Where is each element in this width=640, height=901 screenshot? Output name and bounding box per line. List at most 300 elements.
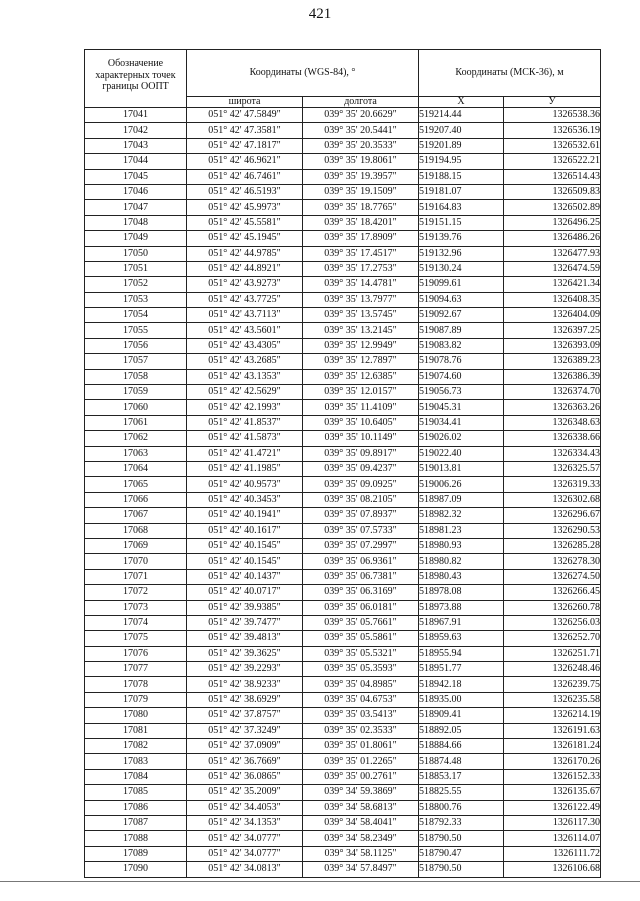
- x-coordinate-cell: 519181.07: [419, 184, 504, 199]
- point-id-cell: 17070: [85, 554, 187, 569]
- longitude-cell: 039° 35' 17.8909": [303, 231, 419, 246]
- y-coordinate-cell: 1326319.33: [504, 477, 601, 492]
- x-coordinate-cell: 518874.48: [419, 754, 504, 769]
- latitude-cell: 051° 42' 41.4721": [187, 446, 303, 461]
- point-id-cell: 17077: [85, 662, 187, 677]
- y-coordinate-cell: 1326477.93: [504, 246, 601, 261]
- x-coordinate-cell: 518959.63: [419, 631, 504, 646]
- point-id-cell: 17082: [85, 739, 187, 754]
- x-coordinate-cell: 519188.15: [419, 169, 504, 184]
- y-coordinate-cell: 1326474.59: [504, 261, 601, 276]
- latitude-cell: 051° 42' 40.0717": [187, 585, 303, 600]
- latitude-cell: 051° 42' 45.9973": [187, 200, 303, 215]
- latitude-cell: 051° 42' 45.5581": [187, 215, 303, 230]
- table-row: [85, 831, 601, 846]
- table-row: [85, 184, 601, 199]
- x-coordinate-cell: 518853.17: [419, 769, 504, 784]
- y-coordinate-cell: 1326496.25: [504, 215, 601, 230]
- y-coordinate-cell: 1326266.45: [504, 585, 601, 600]
- table-row: [85, 846, 601, 861]
- longitude-cell: 039° 34' 58.2349": [303, 831, 419, 846]
- x-coordinate-cell: 519087.89: [419, 323, 504, 338]
- x-coordinate-cell: 518792.33: [419, 815, 504, 830]
- latitude-cell: 051° 42' 41.1985": [187, 461, 303, 476]
- table-row: [85, 800, 601, 815]
- point-id-cell: 17062: [85, 431, 187, 446]
- point-id-cell: 17065: [85, 477, 187, 492]
- table-row: [85, 754, 601, 769]
- latitude-cell: 051° 42' 46.7461": [187, 169, 303, 184]
- x-coordinate-cell: 519130.24: [419, 261, 504, 276]
- latitude-cell: 051° 42' 39.3625": [187, 646, 303, 661]
- table-row: [85, 677, 601, 692]
- y-coordinate-cell: 1326374.70: [504, 385, 601, 400]
- x-coordinate-cell: 518951.77: [419, 662, 504, 677]
- table-row: [85, 508, 601, 523]
- point-id-cell: 17069: [85, 538, 187, 553]
- point-id-cell: 17041: [85, 108, 187, 123]
- x-coordinate-cell: 518884.66: [419, 739, 504, 754]
- header-wgs84: Координаты (WGS-84), °: [187, 50, 419, 97]
- y-coordinate-cell: 1326522.21: [504, 154, 601, 169]
- point-id-cell: 17053: [85, 292, 187, 307]
- x-coordinate-cell: 519056.73: [419, 385, 504, 400]
- header-y: У: [504, 97, 601, 108]
- x-coordinate-cell: 518978.08: [419, 585, 504, 600]
- y-coordinate-cell: 1326274.50: [504, 569, 601, 584]
- table-row: [85, 338, 601, 353]
- y-coordinate-cell: 1326251.71: [504, 646, 601, 661]
- longitude-cell: 039° 35' 04.6753": [303, 692, 419, 707]
- y-coordinate-cell: 1326536.19: [504, 123, 601, 138]
- x-coordinate-cell: 518935.00: [419, 692, 504, 707]
- x-coordinate-cell: 518980.82: [419, 554, 504, 569]
- latitude-cell: 051° 42' 34.1353": [187, 815, 303, 830]
- longitude-cell: 039° 35' 06.7381": [303, 569, 419, 584]
- table-row: [85, 277, 601, 292]
- latitude-cell: 051° 42' 40.9573": [187, 477, 303, 492]
- longitude-cell: 039° 35' 00.2761": [303, 769, 419, 784]
- longitude-cell: 039° 35' 17.4517": [303, 246, 419, 261]
- y-coordinate-cell: 1326502.89: [504, 200, 601, 215]
- point-id-cell: 17047: [85, 200, 187, 215]
- y-coordinate-cell: 1326278.30: [504, 554, 601, 569]
- x-coordinate-cell: 518973.88: [419, 600, 504, 615]
- longitude-cell: 039° 35' 19.8061": [303, 154, 419, 169]
- x-coordinate-cell: 519201.89: [419, 138, 504, 153]
- y-coordinate-cell: 1326514.43: [504, 169, 601, 184]
- table-row: [85, 154, 601, 169]
- table-row: [85, 554, 601, 569]
- latitude-cell: 051° 42' 38.6929": [187, 692, 303, 707]
- table-row: [85, 323, 601, 338]
- latitude-cell: 051° 42' 35.2009": [187, 785, 303, 800]
- longitude-cell: 039° 35' 19.1509": [303, 184, 419, 199]
- y-coordinate-cell: 1326239.75: [504, 677, 601, 692]
- latitude-cell: 051° 42' 41.5873": [187, 431, 303, 446]
- y-coordinate-cell: 1326114.07: [504, 831, 601, 846]
- header-x: X: [419, 97, 504, 108]
- longitude-cell: 039° 35' 07.5733": [303, 523, 419, 538]
- x-coordinate-cell: 519006.26: [419, 477, 504, 492]
- latitude-cell: 051° 42' 34.0813": [187, 862, 303, 877]
- longitude-cell: 039° 35' 05.3593": [303, 662, 419, 677]
- y-coordinate-cell: 1326325.57: [504, 461, 601, 476]
- header-msk36: Координаты (МСК-36), м: [419, 50, 601, 97]
- latitude-cell: 051° 42' 40.1941": [187, 508, 303, 523]
- latitude-cell: 051° 42' 41.8537": [187, 415, 303, 430]
- page-number: 421: [308, 6, 332, 22]
- y-coordinate-cell: 1326421.34: [504, 277, 601, 292]
- point-id-cell: 17066: [85, 492, 187, 507]
- longitude-cell: 039° 35' 12.7897": [303, 354, 419, 369]
- longitude-cell: 039° 35' 09.8917": [303, 446, 419, 461]
- point-id-cell: 17045: [85, 169, 187, 184]
- point-id-cell: 17057: [85, 354, 187, 369]
- longitude-cell: 039° 35' 07.8937": [303, 508, 419, 523]
- longitude-cell: 039° 35' 12.0157": [303, 385, 419, 400]
- table-row: [85, 461, 601, 476]
- point-id-cell: 17042: [85, 123, 187, 138]
- longitude-cell: 039° 35' 20.6629": [303, 108, 419, 123]
- x-coordinate-cell: 519214.44: [419, 108, 504, 123]
- table-row: [85, 138, 601, 153]
- table-row: [85, 523, 601, 538]
- x-coordinate-cell: 519083.82: [419, 338, 504, 353]
- latitude-cell: 051° 42' 42.1993": [187, 400, 303, 415]
- table-row: [85, 723, 601, 738]
- table-row: [85, 692, 601, 707]
- point-id-cell: 17083: [85, 754, 187, 769]
- longitude-cell: 039° 35' 03.5413": [303, 708, 419, 723]
- y-coordinate-cell: 1326256.03: [504, 615, 601, 630]
- table-row: [85, 662, 601, 677]
- y-coordinate-cell: 1326117.30: [504, 815, 601, 830]
- point-id-cell: 17090: [85, 862, 187, 877]
- table-row: [85, 538, 601, 553]
- longitude-cell: 039° 35' 12.6385": [303, 369, 419, 384]
- table-row: [85, 231, 601, 246]
- point-id-cell: 17059: [85, 385, 187, 400]
- x-coordinate-cell: 519099.61: [419, 277, 504, 292]
- x-coordinate-cell: 519078.76: [419, 354, 504, 369]
- x-coordinate-cell: 519022.40: [419, 446, 504, 461]
- longitude-cell: 039° 35' 19.3957": [303, 169, 419, 184]
- table-row: [85, 431, 601, 446]
- latitude-cell: 051° 42' 39.2293": [187, 662, 303, 677]
- y-coordinate-cell: 1326181.24: [504, 739, 601, 754]
- y-coordinate-cell: 1326135.67: [504, 785, 601, 800]
- table-row: [85, 769, 601, 784]
- longitude-cell: 039° 35' 05.5321": [303, 646, 419, 661]
- longitude-cell: 039° 35' 05.5861": [303, 631, 419, 646]
- point-id-cell: 17079: [85, 692, 187, 707]
- point-id-cell: 17051: [85, 261, 187, 276]
- y-coordinate-cell: 1326248.46: [504, 662, 601, 677]
- longitude-cell: 039° 35' 09.4237": [303, 461, 419, 476]
- table-row: [85, 369, 601, 384]
- table-row: [85, 585, 601, 600]
- y-coordinate-cell: 1326170.26: [504, 754, 601, 769]
- point-id-cell: 17060: [85, 400, 187, 415]
- y-coordinate-cell: 1326106.68: [504, 862, 601, 877]
- point-id-cell: 17058: [85, 369, 187, 384]
- x-coordinate-cell: 519034.41: [419, 415, 504, 430]
- y-coordinate-cell: 1326393.09: [504, 338, 601, 353]
- longitude-cell: 039° 35' 13.5745": [303, 308, 419, 323]
- point-id-cell: 17075: [85, 631, 187, 646]
- y-coordinate-cell: 1326509.83: [504, 184, 601, 199]
- point-id-cell: 17072: [85, 585, 187, 600]
- x-coordinate-cell: 518981.23: [419, 523, 504, 538]
- table-row: [85, 292, 601, 307]
- latitude-cell: 051° 42' 44.8921": [187, 261, 303, 276]
- longitude-cell: 039° 35' 06.0181": [303, 600, 419, 615]
- table-row: [85, 815, 601, 830]
- x-coordinate-cell: 518790.50: [419, 831, 504, 846]
- x-coordinate-cell: 519151.15: [419, 215, 504, 230]
- latitude-cell: 051° 42' 47.3581": [187, 123, 303, 138]
- y-coordinate-cell: 1326338.66: [504, 431, 601, 446]
- point-id-cell: 17048: [85, 215, 187, 230]
- table-row: [85, 354, 601, 369]
- point-id-cell: 17067: [85, 508, 187, 523]
- point-id-cell: 17073: [85, 600, 187, 615]
- longitude-cell: 039° 34' 58.6813": [303, 800, 419, 815]
- x-coordinate-cell: 518967.91: [419, 615, 504, 630]
- y-coordinate-cell: 1326408.35: [504, 292, 601, 307]
- table-row: [85, 646, 601, 661]
- x-coordinate-cell: 518790.47: [419, 846, 504, 861]
- y-coordinate-cell: 1326532.61: [504, 138, 601, 153]
- table-row: [85, 862, 601, 877]
- latitude-cell: 051° 42' 43.1353": [187, 369, 303, 384]
- point-id-cell: 17054: [85, 308, 187, 323]
- footer-rule: [0, 881, 640, 882]
- x-coordinate-cell: 518987.09: [419, 492, 504, 507]
- latitude-cell: 051° 42' 45.1945": [187, 231, 303, 246]
- y-coordinate-cell: 1326363.26: [504, 400, 601, 415]
- latitude-cell: 051° 42' 44.9785": [187, 246, 303, 261]
- table-row: [85, 108, 601, 123]
- longitude-cell: 039° 35' 13.2145": [303, 323, 419, 338]
- latitude-cell: 051° 42' 36.0865": [187, 769, 303, 784]
- point-id-cell: 17068: [85, 523, 187, 538]
- y-coordinate-cell: 1326152.33: [504, 769, 601, 784]
- y-coordinate-cell: 1326290.53: [504, 523, 601, 538]
- table-row: [85, 215, 601, 230]
- y-coordinate-cell: 1326404.09: [504, 308, 601, 323]
- longitude-cell: 039° 34' 58.4041": [303, 815, 419, 830]
- x-coordinate-cell: 518909.41: [419, 708, 504, 723]
- table-row: [85, 261, 601, 276]
- y-coordinate-cell: 1326122.49: [504, 800, 601, 815]
- point-id-cell: 17085: [85, 785, 187, 800]
- latitude-cell: 051° 42' 42.5629": [187, 385, 303, 400]
- y-coordinate-cell: 1326252.70: [504, 631, 601, 646]
- x-coordinate-cell: 518980.93: [419, 538, 504, 553]
- table-row: [85, 708, 601, 723]
- y-coordinate-cell: 1326296.67: [504, 508, 601, 523]
- latitude-cell: 051° 42' 34.0777": [187, 846, 303, 861]
- latitude-cell: 051° 42' 47.5849": [187, 108, 303, 123]
- latitude-cell: 051° 42' 40.1437": [187, 569, 303, 584]
- latitude-cell: 051° 42' 43.5601": [187, 323, 303, 338]
- longitude-cell: 039° 35' 09.0925": [303, 477, 419, 492]
- table-row: [85, 123, 601, 138]
- x-coordinate-cell: 519094.63: [419, 292, 504, 307]
- table-row: [85, 600, 601, 615]
- latitude-cell: 051° 42' 43.7113": [187, 308, 303, 323]
- point-id-cell: 17046: [85, 184, 187, 199]
- table-row: [85, 200, 601, 215]
- x-coordinate-cell: 518892.05: [419, 723, 504, 738]
- y-coordinate-cell: 1326214.19: [504, 708, 601, 723]
- longitude-cell: 039° 35' 08.2105": [303, 492, 419, 507]
- latitude-cell: 051° 42' 46.5193": [187, 184, 303, 199]
- y-coordinate-cell: 1326397.25: [504, 323, 601, 338]
- longitude-cell: 039° 35' 12.9949": [303, 338, 419, 353]
- x-coordinate-cell: 519132.96: [419, 246, 504, 261]
- x-coordinate-cell: 518825.55: [419, 785, 504, 800]
- point-id-cell: 17052: [85, 277, 187, 292]
- longitude-cell: 039° 35' 17.2753": [303, 261, 419, 276]
- table-row: [85, 446, 601, 461]
- point-id-cell: 17081: [85, 723, 187, 738]
- x-coordinate-cell: 519139.76: [419, 231, 504, 246]
- x-coordinate-cell: 518800.76: [419, 800, 504, 815]
- point-id-cell: 17088: [85, 831, 187, 846]
- longitude-cell: 039° 35' 01.8061": [303, 739, 419, 754]
- latitude-cell: 051° 42' 39.4813": [187, 631, 303, 646]
- y-coordinate-cell: 1326334.43: [504, 446, 601, 461]
- x-coordinate-cell: 518955.94: [419, 646, 504, 661]
- longitude-cell: 039° 35' 20.5441": [303, 123, 419, 138]
- latitude-cell: 051° 42' 40.1545": [187, 554, 303, 569]
- latitude-cell: 051° 42' 40.1545": [187, 538, 303, 553]
- longitude-cell: 039° 35' 18.4201": [303, 215, 419, 230]
- longitude-cell: 039° 34' 59.3869": [303, 785, 419, 800]
- latitude-cell: 051° 42' 37.8757": [187, 708, 303, 723]
- y-coordinate-cell: 1326386.39: [504, 369, 601, 384]
- longitude-cell: 039° 35' 11.4109": [303, 400, 419, 415]
- x-coordinate-cell: 519026.02: [419, 431, 504, 446]
- point-id-cell: 17076: [85, 646, 187, 661]
- coordinates-table: [84, 49, 601, 878]
- table-row: [85, 169, 601, 184]
- point-id-cell: 17056: [85, 338, 187, 353]
- point-id-cell: 17071: [85, 569, 187, 584]
- x-coordinate-cell: 519207.40: [419, 123, 504, 138]
- longitude-cell: 039° 35' 06.9361": [303, 554, 419, 569]
- x-coordinate-cell: 519164.83: [419, 200, 504, 215]
- longitude-cell: 039° 35' 05.7661": [303, 615, 419, 630]
- table-row: [85, 385, 601, 400]
- y-coordinate-cell: 1326389.23: [504, 354, 601, 369]
- longitude-cell: 039° 35' 01.2265": [303, 754, 419, 769]
- y-coordinate-cell: 1326302.68: [504, 492, 601, 507]
- longitude-cell: 039° 35' 20.3533": [303, 138, 419, 153]
- table-row: [85, 569, 601, 584]
- longitude-cell: 039° 35' 06.3169": [303, 585, 419, 600]
- latitude-cell: 051° 42' 46.9621": [187, 154, 303, 169]
- table-row: [85, 308, 601, 323]
- x-coordinate-cell: 519045.31: [419, 400, 504, 415]
- x-coordinate-cell: 519092.67: [419, 308, 504, 323]
- latitude-cell: 051° 42' 43.7725": [187, 292, 303, 307]
- point-id-cell: 17064: [85, 461, 187, 476]
- point-id-cell: 17074: [85, 615, 187, 630]
- table-row: [85, 415, 601, 430]
- longitude-cell: 039° 35' 10.6405": [303, 415, 419, 430]
- x-coordinate-cell: 519194.95: [419, 154, 504, 169]
- x-coordinate-cell: 518980.43: [419, 569, 504, 584]
- header-point-designation: Обозначение характерных точек границы ООПТ: [85, 50, 187, 108]
- x-coordinate-cell: 519013.81: [419, 461, 504, 476]
- point-id-cell: 17049: [85, 231, 187, 246]
- latitude-cell: 051° 42' 37.0909": [187, 739, 303, 754]
- latitude-cell: 051° 42' 40.1617": [187, 523, 303, 538]
- y-coordinate-cell: 1326235.58: [504, 692, 601, 707]
- x-coordinate-cell: 519074.60: [419, 369, 504, 384]
- y-coordinate-cell: 1326285.28: [504, 538, 601, 553]
- longitude-cell: 039° 35' 04.8985": [303, 677, 419, 692]
- table-row: [85, 492, 601, 507]
- point-id-cell: 17086: [85, 800, 187, 815]
- table-row: [85, 739, 601, 754]
- latitude-cell: 051° 42' 36.7669": [187, 754, 303, 769]
- longitude-cell: 039° 35' 18.7765": [303, 200, 419, 215]
- table-row: [85, 477, 601, 492]
- table-row: [85, 400, 601, 415]
- point-id-cell: 17050: [85, 246, 187, 261]
- y-coordinate-cell: 1326260.78: [504, 600, 601, 615]
- latitude-cell: 051° 42' 43.9273": [187, 277, 303, 292]
- latitude-cell: 051° 42' 37.3249": [187, 723, 303, 738]
- longitude-cell: 039° 35' 13.7977": [303, 292, 419, 307]
- point-id-cell: 17080: [85, 708, 187, 723]
- table-row: [85, 785, 601, 800]
- header-longitude: долгота: [303, 97, 419, 108]
- y-coordinate-cell: 1326348.63: [504, 415, 601, 430]
- point-id-cell: 17087: [85, 815, 187, 830]
- x-coordinate-cell: 518942.18: [419, 677, 504, 692]
- longitude-cell: 039° 34' 57.8497": [303, 862, 419, 877]
- latitude-cell: 051° 42' 39.9385": [187, 600, 303, 615]
- x-coordinate-cell: 518982.32: [419, 508, 504, 523]
- longitude-cell: 039° 35' 10.1149": [303, 431, 419, 446]
- latitude-cell: 051° 42' 43.2685": [187, 354, 303, 369]
- point-id-cell: 17078: [85, 677, 187, 692]
- y-coordinate-cell: 1326486.26: [504, 231, 601, 246]
- point-id-cell: 17055: [85, 323, 187, 338]
- point-id-cell: 17063: [85, 446, 187, 461]
- table-row: [85, 615, 601, 630]
- latitude-cell: 051° 42' 39.7477": [187, 615, 303, 630]
- longitude-cell: 039° 35' 07.2997": [303, 538, 419, 553]
- latitude-cell: 051° 42' 47.1817": [187, 138, 303, 153]
- point-id-cell: 17089: [85, 846, 187, 861]
- x-coordinate-cell: 518790.50: [419, 862, 504, 877]
- longitude-cell: 039° 35' 02.3533": [303, 723, 419, 738]
- latitude-cell: 051° 42' 38.9233": [187, 677, 303, 692]
- latitude-cell: 051° 42' 43.4305": [187, 338, 303, 353]
- point-id-cell: 17061: [85, 415, 187, 430]
- point-id-cell: 17044: [85, 154, 187, 169]
- table-row: [85, 631, 601, 646]
- latitude-cell: 051° 42' 34.0777": [187, 831, 303, 846]
- longitude-cell: 039° 34' 58.1125": [303, 846, 419, 861]
